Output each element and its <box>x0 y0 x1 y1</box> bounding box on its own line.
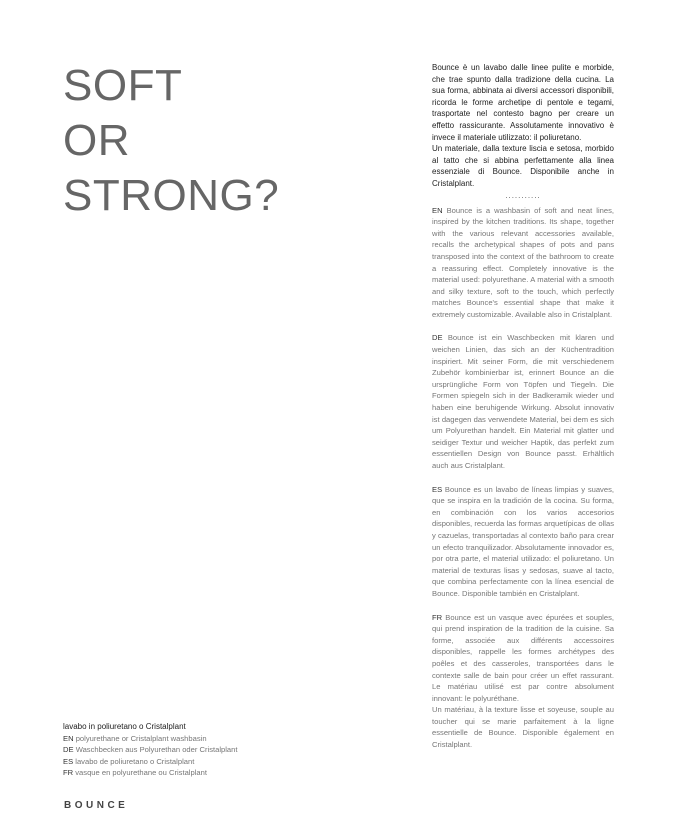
caption-text-de: Waschbecken aus Polyurethan oder Cristalplant <box>75 745 238 755</box>
translation-de-text: Bounce ist ein Waschbecken mit klaren und weichen Linien, das sich an der Küchentradition inspiriert. Mit seiner Form, die mit verschiedenem Zubehör kombinierbar ist, erinnert Bounce an die ursprüngliche Form von Töpfen und Tiegeln. Die Formen spiegeln sich in der Badkeramik wieder und haben eine beruhigende Wirkung. Absolut innovativ ist dagegen das verwendete Material, bei dem es sich um Polyurethan handelt. Ein Material mit glatter und seidiger Textur und weicher Haptik, das perfekt zum essentiellen Design von Bounce passt. Erhältlich auch aus Cristalplant. <box>432 333 614 470</box>
page-title <box>63 58 279 223</box>
caption-line-es <box>63 756 323 768</box>
translation-en-text: Bounce is a washbasin of soft and neat lines, inspired by the kitchen traditions. Its shape, together with the various relevant accessories available, recalls the archetypical shapes of pots and pans transposed into the context of the bathroom to create a reassuring effect. Completely innovative is the material used: polyurethane. A material with a smooth and silky texture, soft to the touch, which perfectly matches Bounce's essential shape that make it extremely customizable. Available also in Cristalplant. <box>432 205 614 319</box>
caption-text-es: lavabo de poliuretano o Cristalplant <box>75 756 195 766</box>
language-code-fr: FR <box>432 612 443 622</box>
translation-es <box>432 484 614 600</box>
product-caption <box>63 721 323 779</box>
translation-fr-continued: Un matériau, à la texture lisse et soyeuse, souple au toucher qui se marie parfaitement à la ligne essentielle de Bounce. Disponible également en Cristalplant. <box>432 705 614 750</box>
title-line-3: STRONG? <box>63 171 280 220</box>
caption-code-en: EN <box>63 733 74 743</box>
language-code-en: EN <box>432 205 443 215</box>
title-line-1: SOFT <box>63 61 183 110</box>
caption-line-fr <box>63 767 323 779</box>
brand-name: BOUNCE <box>64 800 129 811</box>
caption-code-fr: FR <box>63 768 74 778</box>
title-line-2: OR <box>63 116 130 165</box>
translation-de <box>432 332 614 471</box>
italian-paragraph-2: Un materiale, dalla texture liscia e setosa, morbido al tatto che si abbina perfettamente alla linea essenziale di Bounce. Disponibile anche in Cristalplant. <box>432 144 614 188</box>
language-code-es: ES <box>432 484 443 494</box>
caption-code-de: DE <box>63 745 74 755</box>
caption-text-fr: vasque en polyurethane ou Cristalplant <box>75 768 207 778</box>
translation-en <box>432 205 614 321</box>
caption-text-en: polyurethane or Cristalplant washbasin <box>75 733 207 743</box>
description-column <box>432 62 614 751</box>
language-code-de: DE <box>432 333 443 343</box>
italian-paragraph-1: Bounce è un lavabo dalle linee pulite e morbide, che trae spunto dalla tradizione della cucina. La sua forma, abbinata ai diversi accessori disponibili, ricorda le forme archetipe di pentole e tegami, trasportate nel contesto bagno per creare un effetto rassicurante. Assolutamente innovativo è invece il materiale utilizzato: il poliuretano. <box>432 63 614 142</box>
translation-fr-text: Bounce est un vasque avec épurées et souples, qui prend inspiration de la tradition de la cuisine. Sa forme, associée aux différents accessoires disponibles, rappelle les formes archétypes des poêles et des casseroles, transportées dans le contexte salle de bain pour créer un effet rassurant. Le matériau utilisé est par contre absolument innovant: le polyuréthane. <box>432 612 614 703</box>
separator-dots: ........... <box>505 190 541 200</box>
translation-es-text: Bounce es un lavabo de líneas limpias y suaves, que se inspira en la tradición de la cocina. Su forma, en combinación con los varios accesorios disponibles, recuerda las formas arquetípicas de ollas y cazuelas, transportadas al contexto baño para crear un efecto tranquilizador. Absolutamente innovador es, por otra parte, el material utilizado: el poliuretano. Un material de texturas lisas y sedosas, suave al tacto, que combina perfectamente con la línea esencial de Bounce. Disponible también en Cristalplant. <box>432 484 614 598</box>
caption-main: lavabo in poliuretano o Cristalplant <box>63 722 186 731</box>
translation-fr <box>432 612 614 705</box>
caption-code-es: ES <box>63 756 74 766</box>
caption-line-de <box>63 744 323 756</box>
caption-line-en <box>63 733 323 745</box>
